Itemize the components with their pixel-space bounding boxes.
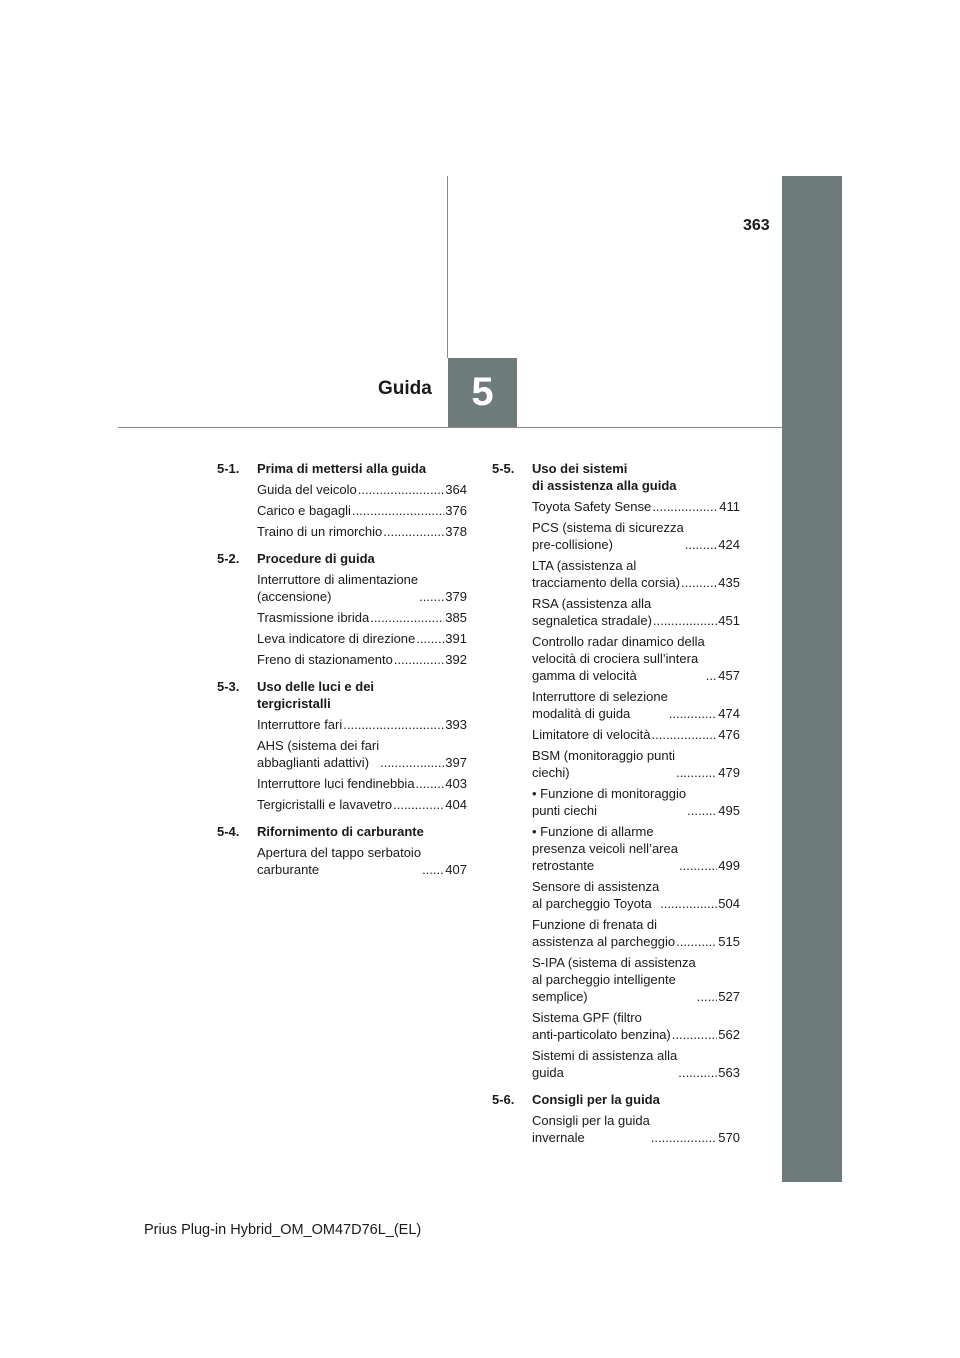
toc-entry[interactable] [217, 609, 467, 626]
toc-entry-title: Interruttore di selezione modalità di guida [532, 689, 668, 721]
toc-dot-leader [652, 498, 718, 515]
toc-dot-leader [343, 716, 444, 733]
vertical-divider [447, 176, 448, 358]
toc-dot-leader [687, 802, 717, 819]
toc-entry[interactable] [492, 633, 740, 684]
toc-entry-title: Guida del veicolo [257, 482, 357, 497]
toc-section-title: Uso dei sistemi di assistenza alla guida [532, 461, 677, 493]
toc-entry-title: Tergicristalli e lavavetro [257, 797, 393, 812]
toc-dot-leader [685, 536, 718, 553]
toc-entry-title: Sistemi di assistenza alla guida [532, 1048, 678, 1080]
toc-entry-page: 495 [718, 803, 740, 818]
toc-entry-text-wrap [532, 1009, 718, 1043]
footer-manual-id: Prius Plug-in Hybrid_OM_OM47D76L_(EL) [144, 1222, 422, 1238]
toc-entry-page: 424 [718, 537, 740, 552]
toc-entry-title: • Funzione di allarme presenza veicoli nell’area retrostante [532, 824, 678, 873]
toc-dot-leader [706, 667, 718, 684]
toc-entry-text-wrap [532, 878, 718, 912]
toc-entry[interactable] [492, 557, 740, 591]
toc-entry-title: Leva indicatore di direzione [257, 631, 416, 646]
toc-section-title: Uso delle luci e dei tergicristalli [257, 679, 375, 711]
toc-entry-title: Interruttore fari [257, 717, 343, 732]
toc-entry-page: 407 [445, 862, 467, 877]
toc-entry-page: 570 [718, 1130, 740, 1145]
toc-entry-page: 515 [718, 934, 740, 949]
toc-entry-page: 499 [718, 858, 740, 873]
chapter-number-box: 5 [448, 358, 517, 427]
toc-entry-page: 392 [445, 652, 467, 667]
toc-entry-text-wrap [257, 651, 445, 668]
toc-entry-page: 376 [445, 503, 467, 518]
toc-section-heading [217, 460, 467, 477]
toc-section [217, 550, 467, 668]
toc-entry-page: 562 [718, 1027, 740, 1042]
toc-entry-page: 391 [445, 631, 467, 646]
toc-entry-page: 504 [718, 896, 740, 911]
toc-dot-leader [358, 481, 445, 498]
toc-section-number: 5-5. [492, 461, 515, 476]
toc-entry-title: Apertura del tappo serbatoio carburante [257, 845, 422, 877]
toc-entry-text-wrap [257, 844, 445, 878]
toc-section-title: Prima di mettersi alla guida [257, 461, 427, 476]
toc-entry-title: Funzione di frenata di assistenza al parcheggio [532, 917, 676, 949]
toc-entry-text-wrap [257, 630, 445, 647]
toc-section-heading [492, 1091, 740, 1108]
toc-entry-title: Interruttore luci fendinebbia [257, 776, 415, 791]
toc-entry-page: 378 [445, 524, 467, 539]
toc-dot-leader [651, 1129, 718, 1146]
toc-entry-text-wrap [532, 726, 718, 743]
toc-section-heading [492, 460, 740, 494]
toc-dot-leader [669, 705, 717, 722]
toc-section [217, 460, 467, 540]
toc-entry-text-wrap [532, 519, 718, 553]
toc-entry[interactable] [492, 1047, 740, 1081]
toc-dot-leader [678, 1064, 717, 1081]
toc-section-title: Procedure di guida [257, 551, 375, 566]
toc-entry-text-wrap [257, 737, 445, 771]
toc-entry-title: Trasmissione ibrida [257, 610, 370, 625]
toc-entry-page: 404 [445, 797, 467, 812]
toc-section-number: 5-4. [217, 824, 240, 839]
toc-dot-leader [679, 857, 717, 874]
toc-section-title: Rifornimento di carburante [257, 824, 424, 839]
toc-entry[interactable] [492, 519, 740, 553]
toc-dot-leader [681, 574, 717, 591]
toc-section [492, 460, 740, 1081]
toc-entry-page: 364 [445, 482, 467, 497]
horizontal-divider [118, 427, 782, 428]
toc-dot-leader [672, 1026, 718, 1043]
toc-entry-page: 474 [718, 706, 740, 721]
toc-dot-leader [352, 502, 444, 519]
toc-entry-title: RSA (assistenza alla segnaletica stradale) [532, 596, 652, 628]
toc-dot-leader [697, 988, 718, 1005]
toc-entry-title: Controllo radar dinamico della velocità di crociera sull’intera gamma di velocità [532, 634, 705, 683]
toc-entry[interactable] [217, 796, 467, 813]
toc-entry-title: Traino di un rimorchio [257, 524, 383, 539]
toc-section-heading [217, 550, 467, 567]
chapter-title: Guida [378, 378, 432, 399]
toc-entry-title: Freno di stazionamento [257, 652, 393, 667]
toc-entry-text-wrap [532, 1047, 718, 1081]
toc-dot-leader [394, 651, 444, 668]
toc-dot-leader [383, 523, 444, 540]
toc-entry-page: 385 [445, 610, 467, 625]
toc-entry-text-wrap [532, 747, 718, 781]
toc-entry-text-wrap [257, 609, 445, 626]
toc-section-number: 5-6. [492, 1092, 515, 1107]
toc-entry-text-wrap [532, 1112, 718, 1146]
toc-dot-leader [676, 933, 717, 950]
toc-dot-leader [660, 895, 717, 912]
page-number: 363 [743, 217, 770, 234]
toc-entry[interactable] [492, 823, 740, 874]
toc-entry-text-wrap [532, 916, 718, 950]
toc-entry[interactable] [492, 595, 740, 629]
toc-entry-title: Carico e bagagli [257, 503, 351, 518]
toc-entry-text-wrap [257, 775, 445, 792]
toc-entry-title: S-IPA (sistema di assistenza al parcheggio intelligente semplice) [532, 955, 696, 1004]
toc-entry-text-wrap [257, 796, 445, 813]
toc-entry-title: Sensore di assistenza al parcheggio Toyota [532, 879, 660, 911]
toc-entry-page: 457 [718, 668, 740, 683]
toc-section-heading [217, 678, 467, 712]
toc-right-column [492, 460, 740, 1156]
toc-entry-title: AHS (sistema dei fari abbaglianti adattivi) [257, 738, 380, 770]
toc-entry-text-wrap [532, 954, 718, 1005]
toc-entry[interactable] [492, 916, 740, 950]
toc-entry-text-wrap [257, 523, 445, 540]
toc-section-number: 5-1. [217, 461, 240, 476]
toc-section-title: Consigli per la guida [532, 1092, 660, 1107]
toc-dot-leader [676, 764, 717, 781]
toc-entry-page: 476 [718, 727, 740, 742]
toc-entry-title: BSM (monitoraggio punti ciechi) [532, 748, 676, 780]
toc-entry[interactable] [492, 785, 740, 819]
toc-section-number: 5-2. [217, 551, 240, 566]
toc-entry-page: 411 [719, 499, 740, 514]
toc-dot-leader [652, 726, 718, 743]
toc-entry-title: Consigli per la guida invernale [532, 1113, 650, 1145]
toc-entry-text-wrap [257, 481, 445, 498]
toc-section-number: 5-3. [217, 679, 240, 694]
toc-entry-text-wrap [532, 633, 718, 684]
toc-entry-page: 397 [445, 755, 467, 770]
toc-entry[interactable] [217, 775, 467, 792]
toc-entry-page: 393 [445, 717, 467, 732]
toc-dot-leader [653, 612, 717, 629]
toc-entry[interactable] [492, 498, 740, 515]
toc-section [492, 1091, 740, 1146]
toc-entry-text-wrap [532, 785, 718, 819]
toc-entry-page: 379 [445, 589, 467, 604]
toc-section [217, 823, 467, 878]
toc-entry-text-wrap [532, 688, 718, 722]
toc-entry[interactable] [492, 1112, 740, 1146]
toc-left-column [217, 460, 467, 888]
toc-dot-leader [393, 796, 444, 813]
toc-dot-leader [416, 630, 444, 647]
toc-entry[interactable] [492, 747, 740, 781]
toc-entry[interactable] [492, 954, 740, 1005]
toc-entry-page: 451 [718, 613, 740, 628]
toc-entry-text-wrap [532, 498, 719, 515]
toc-entry[interactable] [217, 651, 467, 668]
toc-entry-text-wrap [257, 571, 445, 605]
toc-entry-text-wrap [532, 557, 718, 591]
toc-entry-title: LTA (assistenza al tracciamento della corsia) [532, 558, 681, 590]
toc-dot-leader [370, 609, 444, 626]
toc-entry[interactable] [217, 844, 467, 878]
toc-dot-leader [419, 588, 444, 605]
toc-entry[interactable] [217, 571, 467, 605]
toc-entry-page: 435 [718, 575, 740, 590]
toc-entry[interactable] [492, 1009, 740, 1043]
toc-section-heading [217, 823, 467, 840]
toc-entry-title: Sistema GPF (filtro anti-particolato benzina) [532, 1010, 671, 1042]
toc-entry[interactable] [217, 630, 467, 647]
toc-entry-text-wrap [532, 595, 718, 629]
toc-entry[interactable] [492, 688, 740, 722]
toc-entry[interactable] [492, 726, 740, 743]
toc-entry-text-wrap [257, 716, 445, 733]
toc-entry[interactable] [492, 878, 740, 912]
toc-entry-title: • Funzione di monitoraggio punti ciechi [532, 786, 687, 818]
toc-section [217, 678, 467, 813]
toc-entry-title: PCS (sistema di sicurezza pre-collisione) [532, 520, 684, 552]
toc-entry-page: 527 [718, 989, 740, 1004]
toc-entry-page: 403 [445, 776, 467, 791]
toc-dot-leader [422, 861, 444, 878]
toc-entry[interactable] [217, 502, 467, 519]
toc-entry-page: 563 [718, 1065, 740, 1080]
toc-entry-title: Limitatore di velocità [532, 727, 651, 742]
toc-dot-leader [380, 754, 444, 771]
chapter-side-tab [782, 176, 842, 1182]
toc-entry-title: Toyota Safety Sense [532, 499, 652, 514]
toc-entry[interactable] [217, 523, 467, 540]
toc-entry[interactable] [217, 716, 467, 733]
toc-entry[interactable] [217, 481, 467, 498]
toc-entry-title: Interruttore di alimentazione (accensione) [257, 572, 419, 604]
toc-entry-page: 479 [718, 765, 740, 780]
toc-dot-leader [416, 775, 445, 792]
toc-entry-text-wrap [257, 502, 445, 519]
toc-entry-text-wrap [532, 823, 718, 874]
toc-entry[interactable] [217, 737, 467, 771]
